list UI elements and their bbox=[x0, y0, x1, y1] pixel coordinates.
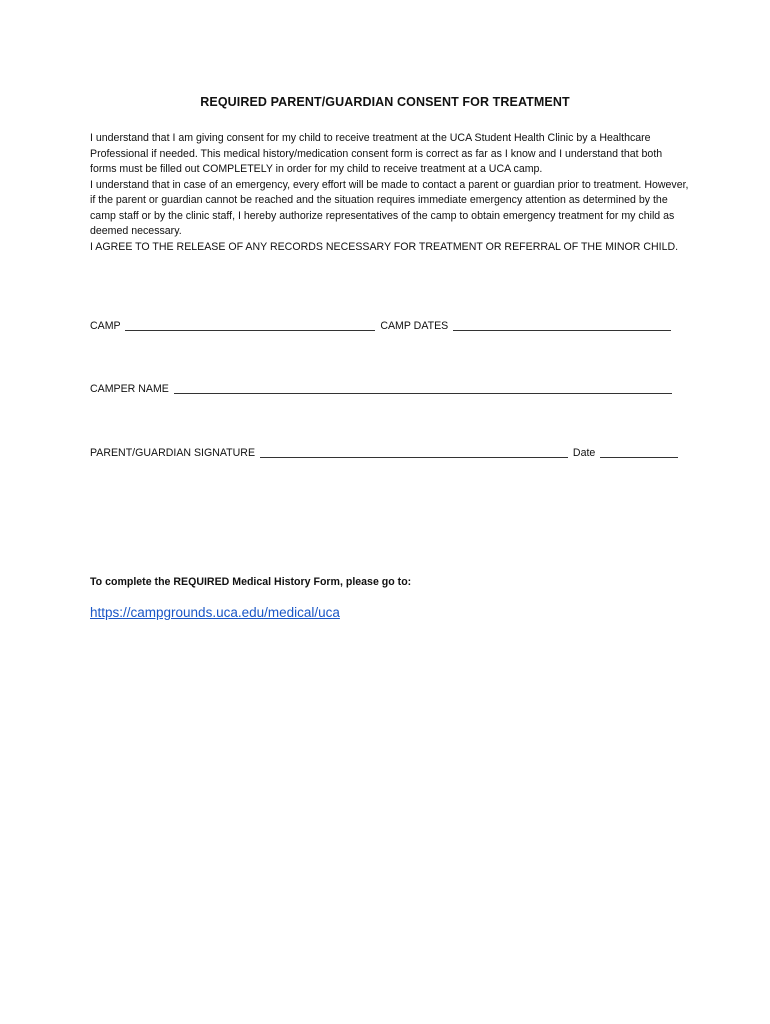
consent-text bbox=[90, 131, 690, 255]
camp-field[interactable] bbox=[125, 329, 375, 331]
consent-paragraph: I AGREE TO THE RELEASE OF ANY RECORDS NECESSARY FOR TREATMENT OR REFERRAL OF THE MINOR CHILD. bbox=[90, 240, 679, 253]
medical-form-link[interactable]: https://campgrounds.uca.edu/medical/uca bbox=[90, 605, 340, 620]
camper-name-field[interactable] bbox=[174, 392, 672, 394]
camp-row bbox=[90, 320, 673, 332]
camp-dates-field[interactable] bbox=[453, 329, 671, 331]
date-field[interactable] bbox=[600, 456, 678, 458]
signature-row bbox=[90, 447, 680, 459]
camp-label: CAMP bbox=[90, 320, 121, 332]
consent-paragraph: I understand that I am giving consent for my child to receive treatment at the UCA Student Health Clinic by a Healthcare Professional if needed. This medical history/medication consent form is correct as far as I know and I understand that both forms must be filled out COMPLETELY in order for my child to receive treatment at a UCA camp. bbox=[90, 132, 663, 175]
camper-name-label: CAMPER NAME bbox=[90, 383, 169, 395]
signature-label: PARENT/GUARDIAN SIGNATURE bbox=[90, 447, 256, 459]
consent-paragraph: I understand that in case of an emergency, every effort will be made to contact a parent or guardian prior to treatment. However, if the parent or guardian cannot be reached and the situation requires immediate emergency attention as determined by the camp staff or by the clinic staff, I hereby authorize representatives of the camp to obtain emergency treatment for my child as deemed necessary. bbox=[90, 178, 689, 237]
camper-name-row bbox=[90, 383, 674, 395]
instruction-text: To complete the REQUIRED Medical History Form, please go to: bbox=[90, 576, 412, 588]
camp-dates-label: CAMP DATES bbox=[380, 320, 449, 332]
signature-field[interactable] bbox=[260, 456, 568, 458]
document-title: REQUIRED PARENT/GUARDIAN CONSENT FOR TREATMENT bbox=[200, 95, 570, 109]
date-label: Date bbox=[572, 447, 596, 459]
